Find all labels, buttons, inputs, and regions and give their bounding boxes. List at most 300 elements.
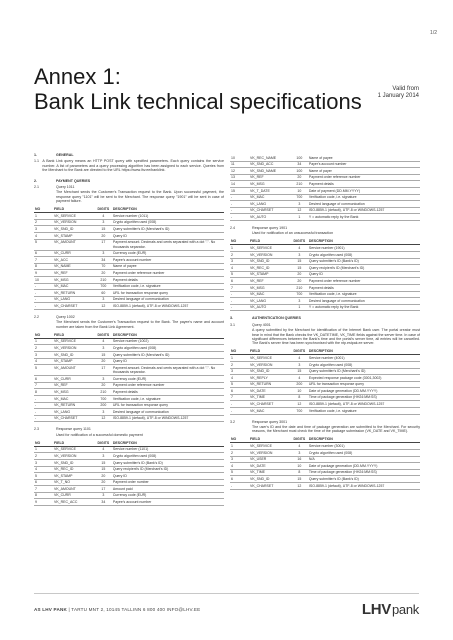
cell-description: Query recipient's ID (Merchant's ID) xyxy=(308,265,420,272)
cell-no: 1 xyxy=(230,355,249,362)
cell-no: 8 xyxy=(34,389,53,396)
cell-field: VK_MAC xyxy=(249,291,291,298)
cell-description: Name of payer xyxy=(308,168,420,175)
table-row xyxy=(230,265,420,272)
cell-digits: 3 xyxy=(95,219,112,226)
cell-field: VK_T_DATE xyxy=(249,187,291,194)
column-header-field: FIELD xyxy=(249,349,291,355)
cell-description: Amount paid xyxy=(112,486,224,493)
cell-field: VK_MAC xyxy=(249,194,291,201)
cell-description: Payment details xyxy=(308,284,420,291)
table-row xyxy=(34,499,224,506)
cell-description: Payment order number xyxy=(112,479,224,486)
cell-field: VK_AMOUNT xyxy=(53,365,95,376)
cell-no: 5 xyxy=(230,271,249,278)
cell-no: 8 xyxy=(34,492,53,499)
cell-digits: 10 xyxy=(291,187,308,194)
cell-description: ISO-8859-1 (default), UTF-8 or WINDOWS-1257 xyxy=(112,415,224,422)
query-title: Query 1011 xyxy=(56,185,75,190)
cell-field: VK_MSG xyxy=(249,284,291,291)
cell-field: VK_REC_ID xyxy=(249,265,291,272)
table-row xyxy=(34,338,224,345)
cell-no: - xyxy=(230,298,249,305)
table-row xyxy=(230,245,420,252)
column-header-desc: DESCRIPTION xyxy=(308,349,420,355)
cell-description: Name of payee xyxy=(308,155,420,161)
cell-field: VK_REC_NAME xyxy=(249,155,291,161)
table-row xyxy=(34,239,224,250)
column-header-field: FIELD xyxy=(53,207,95,213)
cell-no: 6 xyxy=(34,250,53,257)
table-row xyxy=(34,263,224,270)
table-row xyxy=(34,233,224,240)
section-title: PAYMENT QUERIES xyxy=(56,178,91,183)
cell-field: VK_CHARSET xyxy=(249,207,291,214)
cell-field: VK_SND_ID xyxy=(249,368,291,375)
column-header-no: NO xyxy=(34,440,53,446)
table-row xyxy=(34,290,224,297)
cell-description: URL for transaction response query xyxy=(112,402,224,409)
field-table-1101-continued xyxy=(230,155,420,221)
cell-digits: 200 xyxy=(291,381,308,388)
cell-digits: 60 xyxy=(95,290,112,297)
cell-digits: 700 xyxy=(291,408,308,415)
cell-description: Payment order reference number xyxy=(308,174,420,181)
cell-field: VK_TIME xyxy=(249,469,291,476)
logo-pank: pank xyxy=(392,602,419,617)
cell-field: VK_SND_NAME xyxy=(249,168,291,175)
cell-field: VK_VERSION xyxy=(249,361,291,368)
cell-no: - xyxy=(34,409,53,416)
query-heading xyxy=(34,427,224,431)
cell-no: 1 xyxy=(230,245,249,252)
footer-separator: | xyxy=(68,607,72,612)
table-row xyxy=(34,303,224,310)
cell-description: Payment details xyxy=(112,277,224,284)
cell-digits: 100 xyxy=(291,168,308,175)
table-row xyxy=(230,456,420,463)
cell-no: 6 xyxy=(34,479,53,486)
cell-description: Verification code, i.e. signature xyxy=(112,395,224,402)
cell-no: 1 xyxy=(34,213,53,220)
section-number: 1. xyxy=(34,153,37,157)
cell-no: 1 xyxy=(34,338,53,345)
cell-field: VK_SND_ID xyxy=(53,226,95,233)
cell-no: 2 xyxy=(34,219,53,226)
table-row xyxy=(34,446,224,453)
cell-digits: 17 xyxy=(95,486,112,493)
cell-description: Payment amount. Decimals and cents separated with a dot ".". No thousands separator. xyxy=(112,365,224,376)
cell-description: Payer's account number xyxy=(308,161,420,168)
cell-description: Desired language of communication xyxy=(308,201,420,208)
cell-digits: 700 xyxy=(291,291,308,298)
cell-digits: 700 xyxy=(291,194,308,201)
cell-field: VK_STAMP xyxy=(53,473,95,480)
cell-digits: 20 xyxy=(95,270,112,277)
cell-field: VK_SERVICE xyxy=(53,213,95,220)
cell-digits: 20 xyxy=(291,271,308,278)
page-number: 1/2 xyxy=(430,30,437,36)
valid-from-date: 1 January 2014 xyxy=(377,93,419,99)
column-header-desc: DESCRIPTION xyxy=(112,332,224,338)
cell-digits: 12 xyxy=(291,401,308,408)
cell-digits: 15 xyxy=(291,258,308,265)
cell-description: Service number (3001) xyxy=(308,443,420,450)
cell-no: 13 xyxy=(230,174,249,181)
cell-no: 4 xyxy=(230,463,249,470)
table-row xyxy=(34,345,224,352)
cell-no: 6 xyxy=(230,278,249,285)
cell-no: - xyxy=(230,401,249,408)
table-row xyxy=(230,463,420,470)
cell-description: Service number (1002) xyxy=(112,338,224,345)
cell-description: ISO-8859-1 (default), UTF-8 or WINDOWS-1257 xyxy=(308,401,420,408)
cell-digits: 3 xyxy=(291,251,308,258)
table-row xyxy=(34,376,224,383)
section-title: GENERAL xyxy=(56,153,74,157)
table-row xyxy=(230,375,420,382)
cell-no: - xyxy=(34,303,53,310)
cell-field: VK_MAC xyxy=(53,283,95,290)
table-row xyxy=(230,201,420,208)
cell-description: Verification code, i.e. signature xyxy=(308,291,420,298)
valid-from-label: Valid from xyxy=(392,86,419,92)
table-row xyxy=(34,283,224,290)
cell-no: - xyxy=(230,291,249,298)
table-row xyxy=(230,284,420,291)
cell-description: Service number (1101) xyxy=(112,446,224,453)
cell-field: VK_SERVICE xyxy=(249,355,291,362)
cell-no: 4 xyxy=(34,466,53,473)
cell-no: 7 xyxy=(230,394,249,401)
column-header-desc: DESCRIPTION xyxy=(308,239,420,245)
cell-description: Query submitter's ID (Merchant's ID) xyxy=(112,226,224,233)
section-number: 3. xyxy=(230,316,233,321)
clause-number: 1.1 xyxy=(34,159,39,164)
table-row xyxy=(34,389,224,396)
cell-description: Expected response package code (3001,3002) xyxy=(308,375,420,382)
cell-field: VK_USER xyxy=(249,456,291,463)
cell-digits: 3 xyxy=(95,453,112,460)
cell-description: Payee's account number xyxy=(112,257,224,264)
table-row xyxy=(230,408,420,415)
section-authentication-queries xyxy=(230,316,420,320)
page-title xyxy=(34,64,362,114)
cell-field: VK_VERSION xyxy=(53,453,95,460)
cell-field: VK_NAME xyxy=(53,263,95,270)
cell-no: 15 xyxy=(230,187,249,194)
column-header-field: FIELD xyxy=(53,332,95,338)
cell-digits: 15 xyxy=(291,368,308,375)
query-heading xyxy=(230,226,420,230)
column-header-digits: DIGITS xyxy=(291,239,308,245)
cell-no: 4 xyxy=(34,358,53,365)
cell-digits: 4 xyxy=(291,245,308,252)
cell-field: VK_AMOUNT xyxy=(53,239,95,250)
cell-field: VK_TIME xyxy=(249,394,291,401)
cell-field: VK_STAMP xyxy=(53,358,95,365)
column-header-desc: DESCRIPTION xyxy=(112,440,224,446)
cell-digits: 10 xyxy=(291,463,308,470)
table-row xyxy=(34,257,224,264)
cell-digits: 20 xyxy=(95,233,112,240)
query-number: 2.2 xyxy=(34,314,39,319)
cell-no: 10 xyxy=(34,277,53,284)
cell-field: VK_MAC xyxy=(53,395,95,402)
cell-no: 9 xyxy=(34,499,53,506)
cell-description: ISO-8859-1 (default), UTF-8 or WINDOWS-1257 xyxy=(308,207,420,214)
section-number: 2. xyxy=(34,178,37,183)
cell-field: VK_REF xyxy=(53,382,95,389)
cell-no: - xyxy=(230,201,249,208)
cell-digits: 4 xyxy=(291,355,308,362)
cell-field: VK_SERVICE xyxy=(249,245,291,252)
table-row xyxy=(230,361,420,368)
cell-digits: 200 xyxy=(95,402,112,409)
cell-no: 5 xyxy=(230,469,249,476)
table-row xyxy=(230,251,420,258)
cell-field: VK_VERSION xyxy=(53,219,95,226)
table-row xyxy=(230,271,420,278)
table-row xyxy=(230,368,420,375)
cell-description: ISO-8859-1 (default), UTF-8 or WINDOWS-1257 xyxy=(308,483,420,490)
cell-description: Query submitter's ID (Merchant's ID) xyxy=(308,368,420,375)
cell-digits: 20 xyxy=(291,174,308,181)
cell-digits: 8 xyxy=(291,394,308,401)
valid-from xyxy=(378,86,419,100)
cell-digits: 70 xyxy=(95,263,112,270)
cell-field: VK_SND_ID xyxy=(53,459,95,466)
table-row xyxy=(34,395,224,402)
table-row xyxy=(34,473,224,480)
clause-1-1 xyxy=(34,159,224,172)
query-title: Response query 3001 xyxy=(252,419,288,424)
cell-digits: 4 xyxy=(95,446,112,453)
cell-no: 6 xyxy=(230,476,249,483)
cell-no: 6 xyxy=(230,388,249,395)
cell-no: 2 xyxy=(34,345,53,352)
cell-no: - xyxy=(34,296,53,303)
table-row xyxy=(34,479,224,486)
column-header-field: FIELD xyxy=(249,239,291,245)
table-row xyxy=(230,174,420,181)
query-title: Query 4001 xyxy=(252,322,271,327)
table-row xyxy=(34,382,224,389)
cell-digits: 15 xyxy=(95,459,112,466)
field-table-4001 xyxy=(230,349,420,415)
cell-digits: 3 xyxy=(95,409,112,416)
query-description: The Merchant sends the Customer's Transaction request to the Bank. The payee's name and account number are taken from the Bank Link Agreement. xyxy=(56,320,224,329)
cell-description: Time of package generation (HH24:MM:SS) xyxy=(308,469,420,476)
cell-description: Crypto algorithm used (008) xyxy=(112,219,224,226)
table-row xyxy=(230,381,420,388)
cell-digits: 12 xyxy=(95,303,112,310)
cell-description: URL for transaction response query xyxy=(308,381,420,388)
table-row xyxy=(230,258,420,265)
footer-company: AS LHV PANK xyxy=(34,607,67,612)
cell-no: 11 xyxy=(230,161,249,168)
cell-digits: 3 xyxy=(95,345,112,352)
table-row xyxy=(34,409,224,416)
cell-description: Name of payee xyxy=(112,263,224,270)
cell-description: Query ID xyxy=(112,473,224,480)
column-header-field: FIELD xyxy=(53,440,95,446)
query-description: A query submitted by the Merchant for identification of the Internet Bank user. The portal creator must bear in mind that the Bank checks the VK_DATETIME, VK_TIME fields against the server time. In case of significant differences between the Bank's time and the portal's server time, all entries will be cancelled. The Bank's server time has been synchronised with the ntp.estpak.ee server. xyxy=(252,328,420,346)
cell-description: Y = automatic reply by the Bank xyxy=(308,214,420,221)
cell-digits: 34 xyxy=(95,257,112,264)
cell-description: Crypto algorithm used (008) xyxy=(112,345,224,352)
cell-description: Currency code (EUR) xyxy=(112,250,224,257)
cell-no: 8 xyxy=(34,263,53,270)
table-row xyxy=(230,443,420,450)
cell-field: VK_VERSION xyxy=(249,251,291,258)
cell-no: 2 xyxy=(230,361,249,368)
cell-digits: 20 xyxy=(95,479,112,486)
table-row xyxy=(230,304,420,311)
table-row xyxy=(34,486,224,493)
cell-field: VK_AMOUNT xyxy=(53,486,95,493)
cell-digits: 15 xyxy=(95,466,112,473)
footer-address xyxy=(34,607,200,612)
table-row xyxy=(230,278,420,285)
cell-field: VK_SND_ID xyxy=(249,258,291,265)
table-row xyxy=(230,181,420,188)
cell-digits: 4 xyxy=(291,375,308,382)
table-row xyxy=(34,358,224,365)
table-row xyxy=(230,291,420,298)
cell-field: VK_AUTO xyxy=(249,214,291,221)
column-header-no: NO xyxy=(230,437,249,443)
cell-field: VK_LANG xyxy=(249,298,291,305)
cell-description: Query submitter's ID (Bank's ID) xyxy=(308,476,420,483)
cell-no: 3 xyxy=(34,351,53,358)
cell-description: Desired language of communication xyxy=(112,409,224,416)
cell-digits: 20 xyxy=(95,473,112,480)
cell-digits: 4 xyxy=(95,338,112,345)
query-number: 2.1 xyxy=(34,185,39,190)
cell-digits: 3 xyxy=(95,492,112,499)
field-table-1901 xyxy=(230,239,420,312)
cell-field: VK_SERVICE xyxy=(53,338,95,345)
cell-no: 2 xyxy=(230,450,249,457)
cell-no: 7 xyxy=(34,486,53,493)
cell-field: VK_LANG xyxy=(53,409,95,416)
cell-field: VK_REF xyxy=(249,278,291,285)
column-header-desc: DESCRIPTION xyxy=(112,207,224,213)
cell-no: 7 xyxy=(34,382,53,389)
cell-no: - xyxy=(230,207,249,214)
cell-digits: 17 xyxy=(95,239,112,250)
cell-field: VK_RETURN xyxy=(53,290,95,297)
query-heading xyxy=(34,315,224,319)
column-header-digits: DIGITS xyxy=(95,207,112,213)
cell-field: VK_SERVICE xyxy=(249,443,291,450)
table-row xyxy=(230,207,420,214)
cell-description: Payment details xyxy=(112,389,224,396)
cell-description: Desired language of communication xyxy=(112,296,224,303)
field-table-1011 xyxy=(34,207,224,310)
cell-description: Query submitter's ID (Bank's ID) xyxy=(112,459,224,466)
cell-description: Date of package generation (DD.MM.YYYY) xyxy=(308,388,420,395)
cell-description: Date of payment (DD.MM.YYYY) xyxy=(308,187,420,194)
cell-description: Query submitter's ID (Bank's ID) xyxy=(308,258,420,265)
cell-field: VK_MSG xyxy=(249,181,291,188)
column-header-digits: DIGITS xyxy=(95,332,112,338)
cell-description: Payment order reference number xyxy=(112,270,224,277)
cell-digits: 3 xyxy=(291,361,308,368)
table-row xyxy=(34,213,224,220)
footer-contact: TARTU MNT 2, 10145 TALLINN 6 800 400 INFO@LHV.EE xyxy=(71,607,201,612)
cell-no: 4 xyxy=(34,233,53,240)
cell-description: Currency code (EUR) xyxy=(112,492,224,499)
cell-description: Date of package generation (DD.MM.YYYY) xyxy=(308,463,420,470)
cell-description: Query recipient's ID (Merchant's ID) xyxy=(112,466,224,473)
right-column xyxy=(230,153,420,495)
cell-field: VK_REC_ID xyxy=(53,466,95,473)
cell-field: VK_REPLY xyxy=(249,375,291,382)
cell-digits: 15 xyxy=(291,476,308,483)
table-row xyxy=(230,401,420,408)
cell-field: VK_CURR xyxy=(53,492,95,499)
column-header-digits: DIGITS xyxy=(291,437,308,443)
table-row xyxy=(34,466,224,473)
cell-description: Verification code, i.e. signature xyxy=(308,408,420,415)
query-title: Response query 1101 xyxy=(56,427,91,432)
cell-digits: 8 xyxy=(291,469,308,476)
table-row xyxy=(34,402,224,409)
query-description: Used for notification of an unsuccessful transaction xyxy=(252,231,334,236)
query-heading xyxy=(34,185,224,189)
cell-no: 7 xyxy=(230,284,249,291)
cell-field: VK_REF xyxy=(53,270,95,277)
table-row xyxy=(34,277,224,284)
cell-description: Crypto algorithm used (008) xyxy=(308,450,420,457)
column-header-no: NO xyxy=(34,207,53,213)
cell-digits: 700 xyxy=(95,395,112,402)
cell-field: VK_LANG xyxy=(249,201,291,208)
cell-description: Query ID xyxy=(308,271,420,278)
cell-description: Verification code, i.e. signature xyxy=(112,283,224,290)
table-row xyxy=(230,388,420,395)
cell-digits: 20 xyxy=(95,382,112,389)
section-payment-queries xyxy=(34,179,224,183)
cell-digits: 12 xyxy=(291,207,308,214)
cell-no: 5 xyxy=(34,365,53,376)
cell-field: VK_SND_ID xyxy=(249,476,291,483)
table-row xyxy=(230,298,420,305)
cell-field: VK_RETURN xyxy=(249,381,291,388)
cell-digits: 12 xyxy=(291,483,308,490)
table-row xyxy=(230,450,420,457)
column-header-desc: DESCRIPTION xyxy=(308,437,420,443)
cell-no: 4 xyxy=(230,265,249,272)
cell-field: VK_CHARSET xyxy=(53,303,95,310)
cell-no: - xyxy=(230,408,249,415)
cell-field: VK_VERSION xyxy=(53,345,95,352)
cell-no: 12 xyxy=(230,168,249,175)
table-row xyxy=(34,415,224,422)
cell-field: VK_SND_ACC xyxy=(249,161,291,168)
field-table-3001 xyxy=(230,437,420,490)
cell-digits: 3 xyxy=(291,298,308,305)
cell-description: Query ID xyxy=(112,233,224,240)
table-row xyxy=(230,187,420,194)
cell-no: 3 xyxy=(34,226,53,233)
cell-description: Crypto algorithm used (008) xyxy=(308,361,420,368)
page-footer xyxy=(34,593,419,618)
cell-description: Service number (1901) xyxy=(308,245,420,252)
cell-description: Desired language of communication xyxy=(308,298,420,305)
